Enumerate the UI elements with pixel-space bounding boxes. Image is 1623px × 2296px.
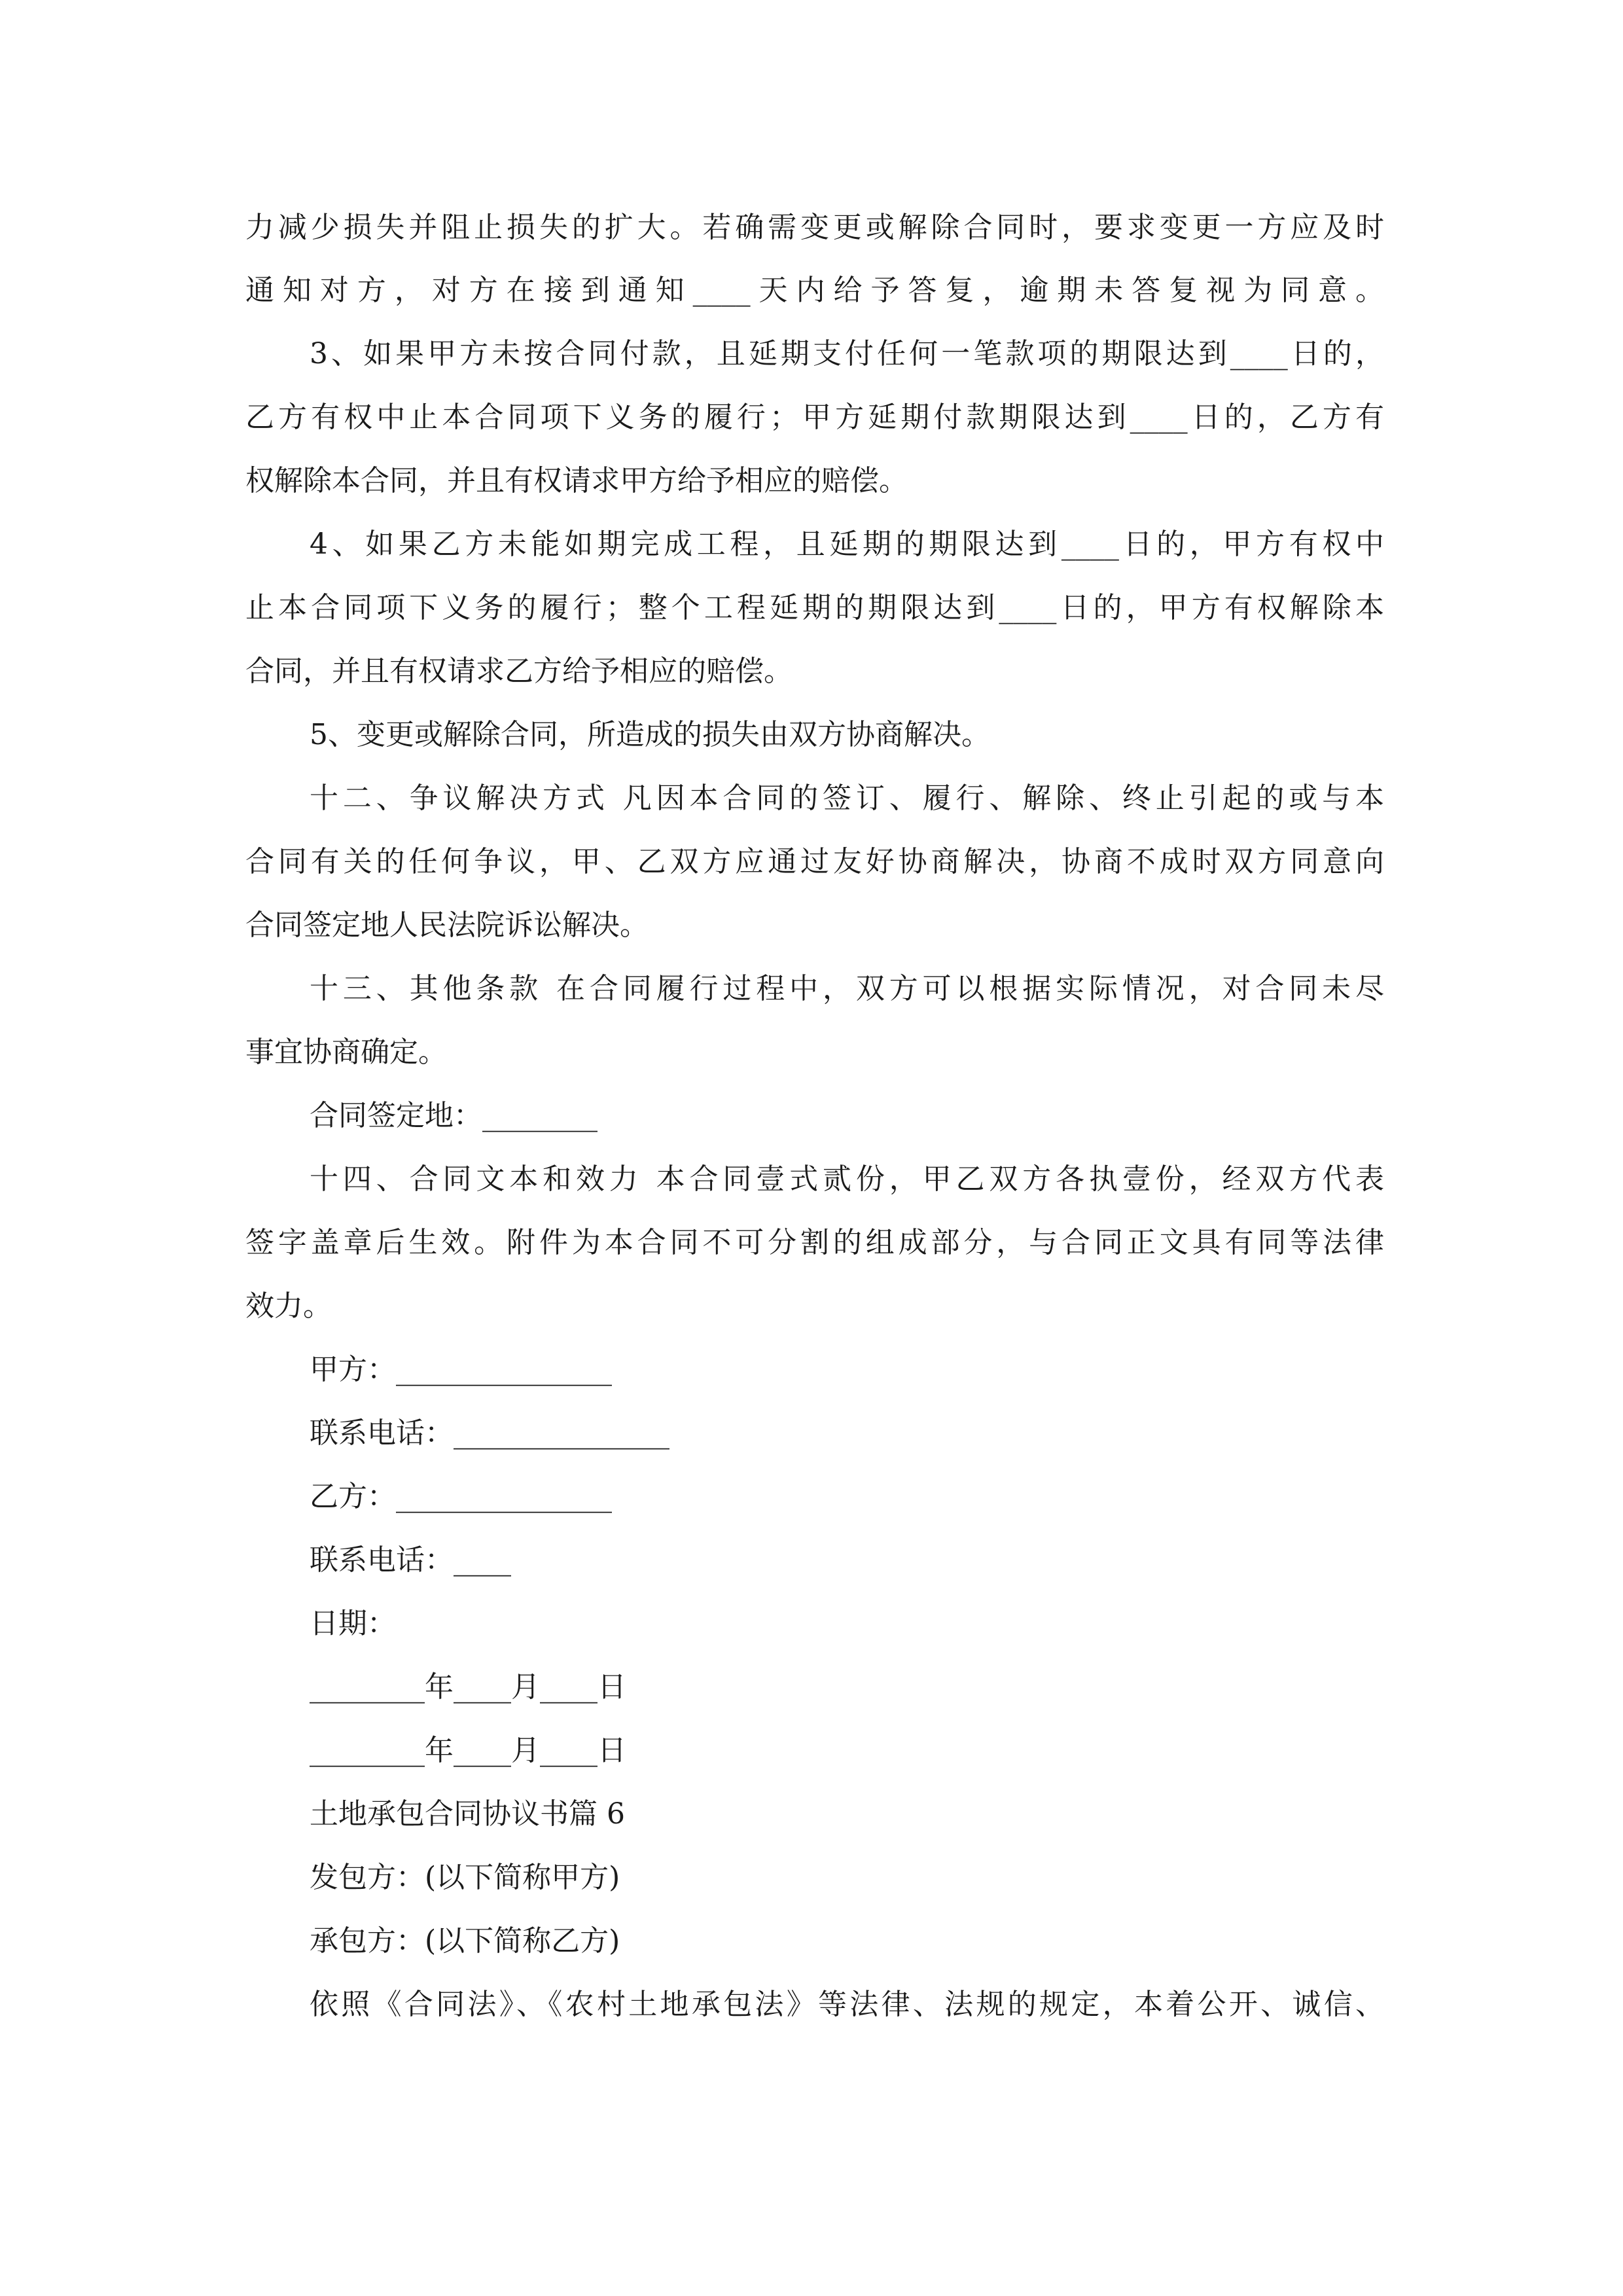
party-a-phone-field: 联系电话：_______________: [310, 1416, 669, 1450]
article-title: 土地承包合同协议书篇 6: [310, 1797, 625, 1831]
party-b-field: 乙方：_______________: [310, 1480, 612, 1513]
date-field: ________年____月____日: [310, 1670, 626, 1704]
text-line: 力减少损失并阻止损失的扩大。若确需变更或解除合同时，要求变更一方应及时: [245, 211, 1384, 244]
text-line: 4、如果乙方未能如期完成工程，且延期的期限达到____日的，甲方有权中: [310, 528, 1384, 561]
party-b-phone-field: 联系电话：____: [310, 1543, 511, 1577]
text-line: 签字盖章后生效。附件为本合同不可分割的组成部分，与合同正文具有同等法律: [245, 1226, 1384, 1259]
text-line: 合同签定地人民法院诉讼解决。: [245, 908, 649, 942]
contractor-label: 发包方：(以下简称甲方): [310, 1861, 620, 1894]
text-line: 依照《合同法》、《农村土地承包法》等法律、法规的规定，本着公开、诚信、: [310, 1988, 1384, 2021]
text-line: 权解除本合同，并且有权请求甲方给予相应的赔偿。: [245, 464, 908, 497]
text-line: 通知对方，对方在接到通知____天内给予答复，逾期未答复视为同意。: [245, 274, 1384, 307]
section-heading-13: 十三、其他条款 在合同履行过程中，双方可以根据实际情况，对合同未尽: [310, 972, 1384, 1005]
text-line: 合同，并且有权请求乙方给予相应的赔偿。: [245, 655, 793, 688]
text-line: 3、如果甲方未按合同付款，且延期支付任何一笔款项的期限达到____日的，: [310, 337, 1384, 370]
section-heading-14: 十四、合同文本和效力 本合同壹式贰份，甲乙双方各执壹份，经双方代表: [310, 1162, 1384, 1196]
section-heading-12: 十二、争议解决方式 凡因本合同的签订、履行、解除、终止引起的或与本: [310, 781, 1384, 815]
signing-place-field: 合同签定地：________: [310, 1099, 597, 1132]
text-line: 效力。: [245, 1289, 332, 1323]
date-field: ________年____月____日: [310, 1734, 626, 1767]
contractee-label: 承包方：(以下简称乙方): [310, 1924, 620, 1958]
date-label: 日期：: [310, 1607, 396, 1640]
party-a-field: 甲方：_______________: [310, 1353, 612, 1386]
text-line: 5、变更或解除合同，所造成的损失由双方协商解决。: [310, 718, 990, 751]
text-line: 乙方有权中止本合同项下义务的履行；甲方延期付款期限达到____日的，乙方有: [245, 401, 1384, 434]
text-line: 合同有关的任何争议，甲、乙双方应通过友好协商解决，协商不成时双方同意向: [245, 845, 1384, 878]
text-line: 止本合同项下义务的履行；整个工程延期的期限达到____日的，甲方有权解除本: [245, 591, 1384, 624]
text-line: 事宜协商确定。: [245, 1035, 447, 1069]
